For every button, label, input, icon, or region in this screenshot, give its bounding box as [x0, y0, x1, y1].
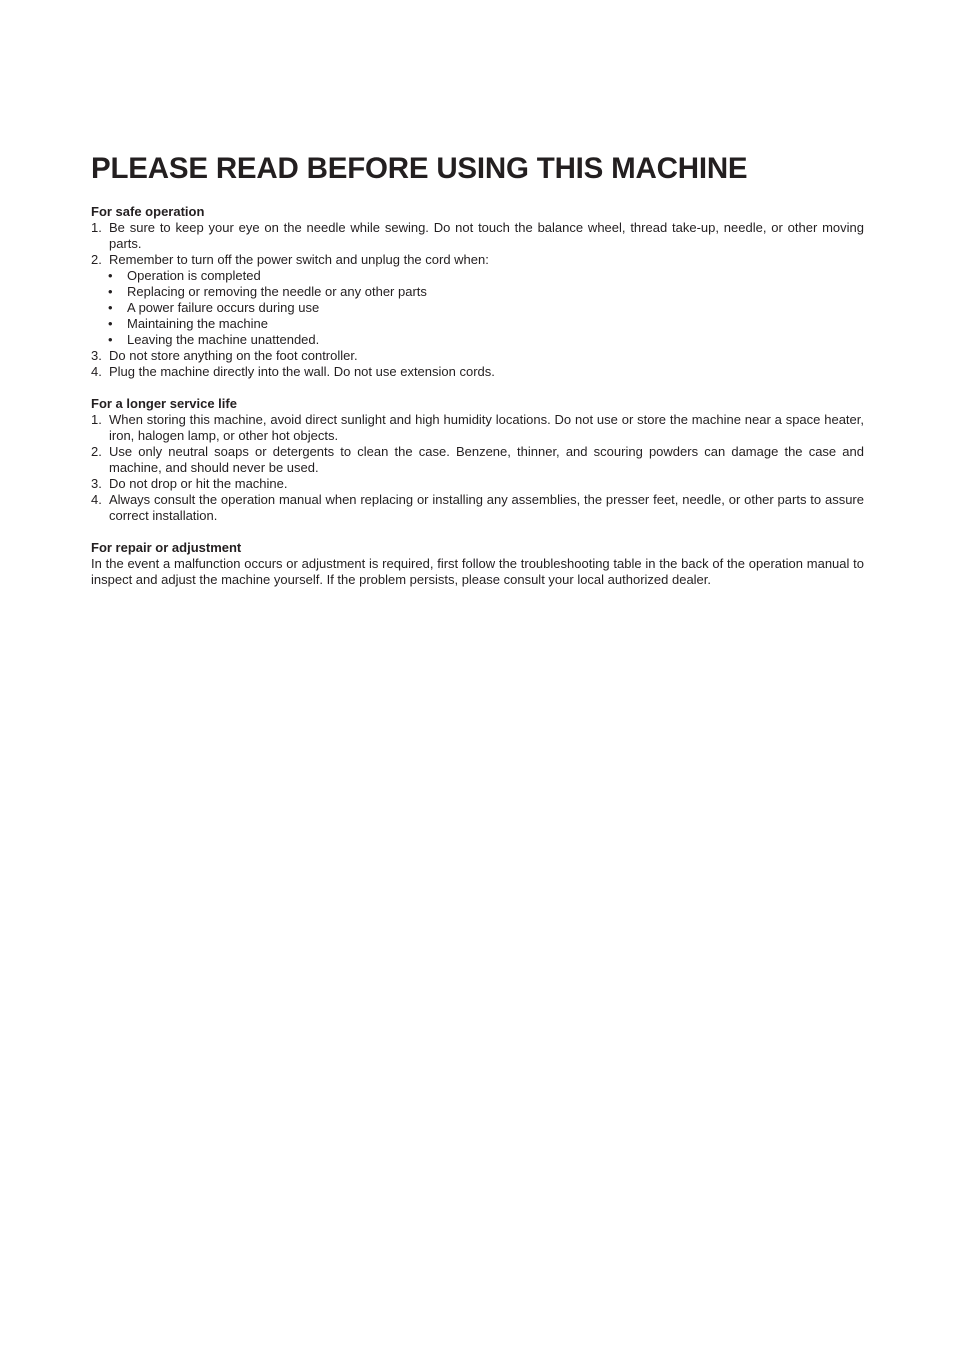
- item-number: 3.: [91, 348, 102, 363]
- list-item: [91, 252, 864, 268]
- section-safe-operation: [91, 204, 864, 380]
- list-item: [91, 492, 864, 524]
- item-text: Do not store anything on the foot controller.: [109, 348, 358, 363]
- list-item: [91, 444, 864, 476]
- item-text: Always consult the operation manual when replacing or installing any assemblies, the presser feet, needle, or other parts to assure correct installation.: [109, 492, 864, 523]
- section-heading: For a longer service life: [91, 396, 237, 411]
- section-heading: For safe operation: [91, 204, 205, 219]
- bullet-item: [91, 316, 864, 332]
- document-page: [91, 151, 864, 604]
- list-item: [91, 220, 864, 252]
- item-number: 3.: [91, 476, 102, 491]
- repair-paragraph: In the event a malfunction occurs or adjustment is required, first follow the troubleshooting table in the back of the operation manual to inspect and adjust the machine yourself. If the problem persists, please consult your local authorized dealer.: [91, 556, 864, 587]
- page-title: PLEASE READ BEFORE USING THIS MACHINE: [91, 152, 748, 185]
- bullet-marker: •: [108, 284, 113, 299]
- list-item: [91, 364, 864, 380]
- item-text: Plug the machine directly into the wall. Do not use extension cords.: [109, 364, 495, 379]
- bullet-text: A power failure occurs during use: [127, 300, 320, 315]
- item-text: Remember to turn off the power switch and unplug the cord when:: [109, 252, 489, 267]
- item-number: 4.: [91, 492, 102, 507]
- bullet-item: [91, 268, 864, 284]
- bullet-marker: •: [108, 300, 113, 315]
- bullet-text: Operation is completed: [127, 268, 261, 283]
- bullet-marker: •: [108, 316, 113, 331]
- item-number: 1.: [91, 412, 102, 427]
- bullet-text: Leaving the machine unattended.: [127, 332, 320, 347]
- bullet-item: [91, 332, 864, 348]
- section-heading: For repair or adjustment: [91, 540, 242, 555]
- bullet-text: Maintaining the machine: [127, 316, 268, 331]
- item-number: 1.: [91, 220, 102, 235]
- item-text: Be sure to keep your eye on the needle while sewing. Do not touch the balance wheel, thread take-up, needle, or other moving parts.: [109, 220, 864, 251]
- section-repair: [91, 540, 864, 588]
- bullet-text: Replacing or removing the needle or any other parts: [127, 284, 427, 299]
- bullet-marker: •: [108, 268, 113, 283]
- item-number: 4.: [91, 364, 102, 379]
- item-number: 2.: [91, 444, 102, 459]
- item-number: 2.: [91, 252, 102, 267]
- item-text: Use only neutral soaps or detergents to clean the case. Benzene, thinner, and scouring powders can damage the case and machine, and should never be used.: [109, 444, 864, 475]
- list-item: [91, 412, 864, 444]
- list-item: [91, 348, 864, 364]
- bullet-item: [91, 284, 864, 300]
- section-service-life: [91, 396, 864, 524]
- item-text: When storing this machine, avoid direct sunlight and high humidity locations. Do not use or store the machine near a space heater, iron, halogen lamp, or other hot objects.: [109, 412, 864, 443]
- bullet-item: [91, 300, 864, 316]
- item-text: Do not drop or hit the machine.: [109, 476, 288, 491]
- list-item: [91, 476, 864, 492]
- bullet-marker: •: [108, 332, 113, 347]
